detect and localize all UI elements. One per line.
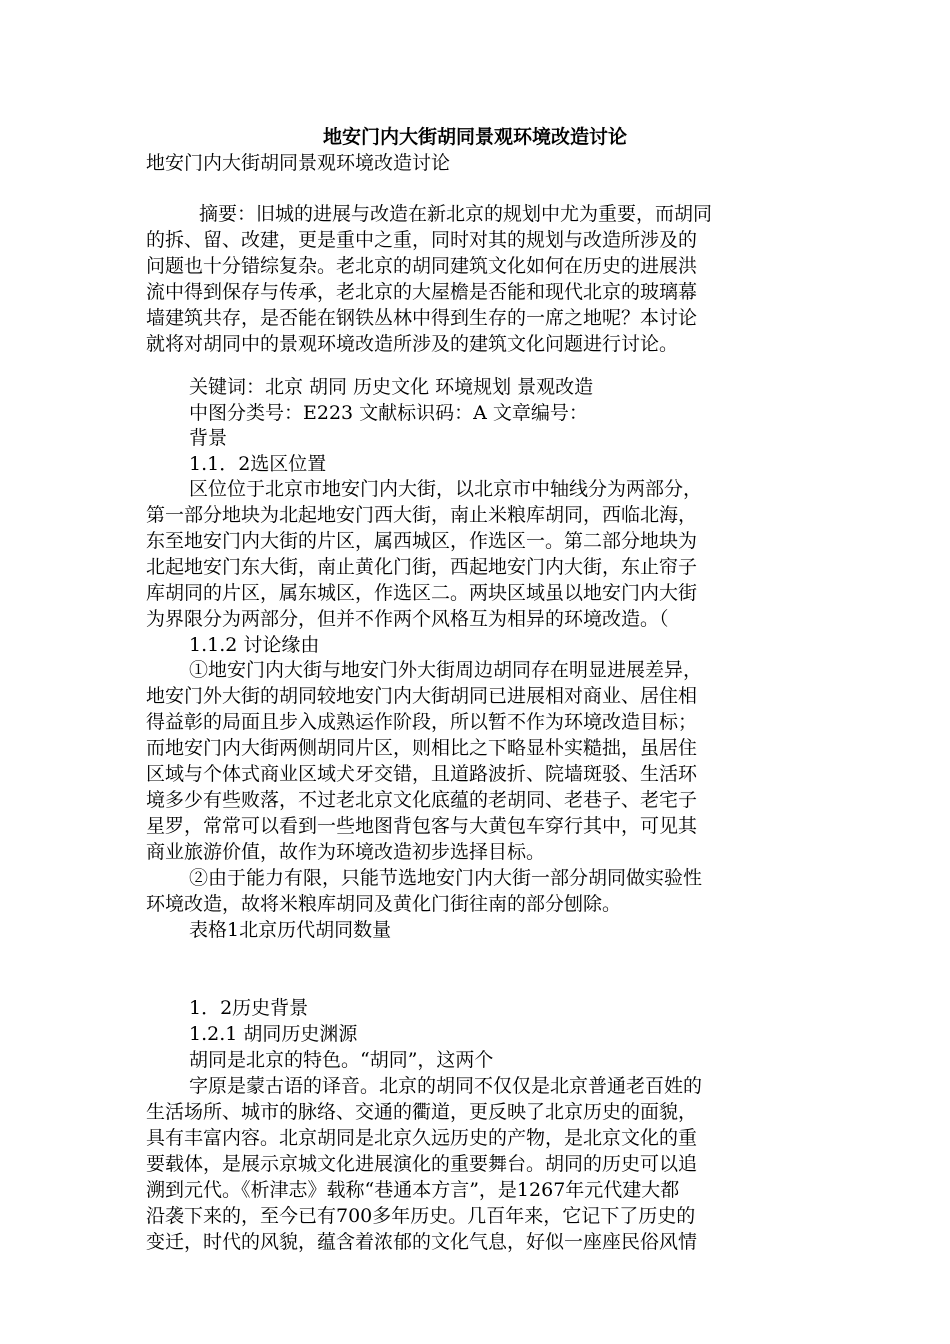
site-paragraph-line: 区位位于北京市地安门内大街，以北京市中轴线分为两部分， xyxy=(189,478,703,500)
reason-paragraph-line: 境多少有些败落，不过老北京文化底蕴的老胡同、老巷子、老宅子 xyxy=(146,789,698,811)
section-heading-reason: 1.1.2 讨论缘由 xyxy=(189,634,320,656)
history-paragraph-line: 要载体，是展示京城文化进展演化的重要舞台。胡同的历史可以追 xyxy=(146,1153,698,1175)
keywords: 关键词：北京 胡同 历史文化 环境规划 景观改造 xyxy=(189,376,594,398)
history-paragraph-line: 字原是蒙古语的译音。北京的胡同不仅仅是北京普通老百姓的 xyxy=(189,1075,703,1097)
abstract-line: 的拆、留、改建，更是重中之重，同时对其的规划与改造所涉及的 xyxy=(146,229,698,251)
reason-paragraph-line: 而地安门内大街两侧胡同片区，则相比之下略显朴实糙拙，虽居住 xyxy=(146,737,698,759)
classification: 中图分类号：E223 文献标识码：A 文章编号： xyxy=(189,402,588,424)
history-paragraph-line: 具有丰富内容。北京胡同是北京久远历史的产物，是北京文化的重 xyxy=(146,1127,698,1149)
reason-paragraph-line: 星罗，常常可以看到一些地图背包客与大黄包车穿行其中，可见其 xyxy=(146,815,698,837)
document-subtitle: 地安门内大街胡同景观环境改造讨论 xyxy=(146,152,451,174)
reason-paragraph-line: 得益彰的局面且步入成熟运作阶段，所以暂不作为环境改造目标； xyxy=(146,711,698,733)
reason-paragraph-line: ②由于能力有限，只能节选地安门内大街一部分胡同做实验性 xyxy=(189,867,703,889)
abstract-line: 墙建筑共存，是否能在钢铁丛林中得到生存的一席之地呢？本讨论 xyxy=(146,307,698,329)
history-lead: 胡同是北京的特色。“胡同”，这两个 xyxy=(189,1049,494,1071)
abstract-line: 流中得到保存与传承，老北京的大屋檐是否能和现代北京的玻璃幕 xyxy=(146,281,698,303)
history-paragraph-line: 变迁，时代的风貌，蕴含着浓郁的文化气息，好似一座座民俗风情 xyxy=(146,1231,698,1253)
history-paragraph-line: 沿袭下来的，至今已有700多年历史。几百年来，它记下了历史的 xyxy=(146,1205,696,1227)
reason-paragraph-line: ①地安门内大街与地安门外大街周边胡同存在明显进展差异， xyxy=(189,659,703,681)
history-paragraph-line: 溯到元代。《析津志》载称“巷通本方言”，是1267年元代建大都 xyxy=(146,1179,680,1201)
reason-paragraph-line: 环境改造，故将米粮库胡同及黄化门街往南的部分刨除。 xyxy=(146,893,622,915)
abstract-line: 问题也十分错综复杂。老北京的胡同建筑文化如何在历史的进展洪 xyxy=(146,255,698,277)
site-paragraph-line: 北起地安门东大街，南止黄化门街，西起地安门内大街，东止帘子 xyxy=(146,556,698,578)
section-heading-history: 1．2历史背景 xyxy=(189,997,309,1019)
reason-paragraph-line: 地安门外大街的胡同较地安门内大街胡同已进展相对商业、居住相 xyxy=(146,685,698,707)
reason-paragraph-line: 商业旅游价值，故作为环境改造初步选择目标。 xyxy=(146,841,546,863)
history-paragraph-line: 生活场所、城市的脉络、交通的衢道，更反映了北京历史的面貌， xyxy=(146,1101,698,1123)
site-paragraph-line: 库胡同的片区，属东城区，作选区二。两块区域虽以地安门内大街 xyxy=(146,582,698,604)
site-paragraph-line: 第一部分地块为北起地安门西大街，南止米粮库胡同，西临北海， xyxy=(146,504,698,526)
abstract-line: 就将对胡同中的景观环境改造所涉及的建筑文化问题进行讨论。 xyxy=(146,333,679,355)
section-heading-site: 1.1．2选区位置 xyxy=(189,453,327,475)
table-caption: 表格1北京历代胡同数量 xyxy=(189,919,392,941)
site-paragraph-line: 为界限分为两部分，但并不作两个风格互为相异的环境改造。（ xyxy=(146,608,669,630)
abstract-line: 摘要：旧城的进展与改造在新北京的规划中尤为重要，而胡同 xyxy=(199,203,713,225)
section-heading-hutong-origin: 1.2.1 胡同历史渊源 xyxy=(189,1023,358,1045)
document-title: 地安门内大街胡同景观环境改造讨论 xyxy=(322,126,627,148)
reason-paragraph-line: 区域与个体式商业区域犬牙交错，且道路波折、院墙斑驳、生活环 xyxy=(146,763,698,785)
site-paragraph-line: 东至地安门内大街的片区，属西城区，作选区一。第二部分地块为 xyxy=(146,530,698,552)
section-heading-background: 背景 xyxy=(189,427,228,449)
